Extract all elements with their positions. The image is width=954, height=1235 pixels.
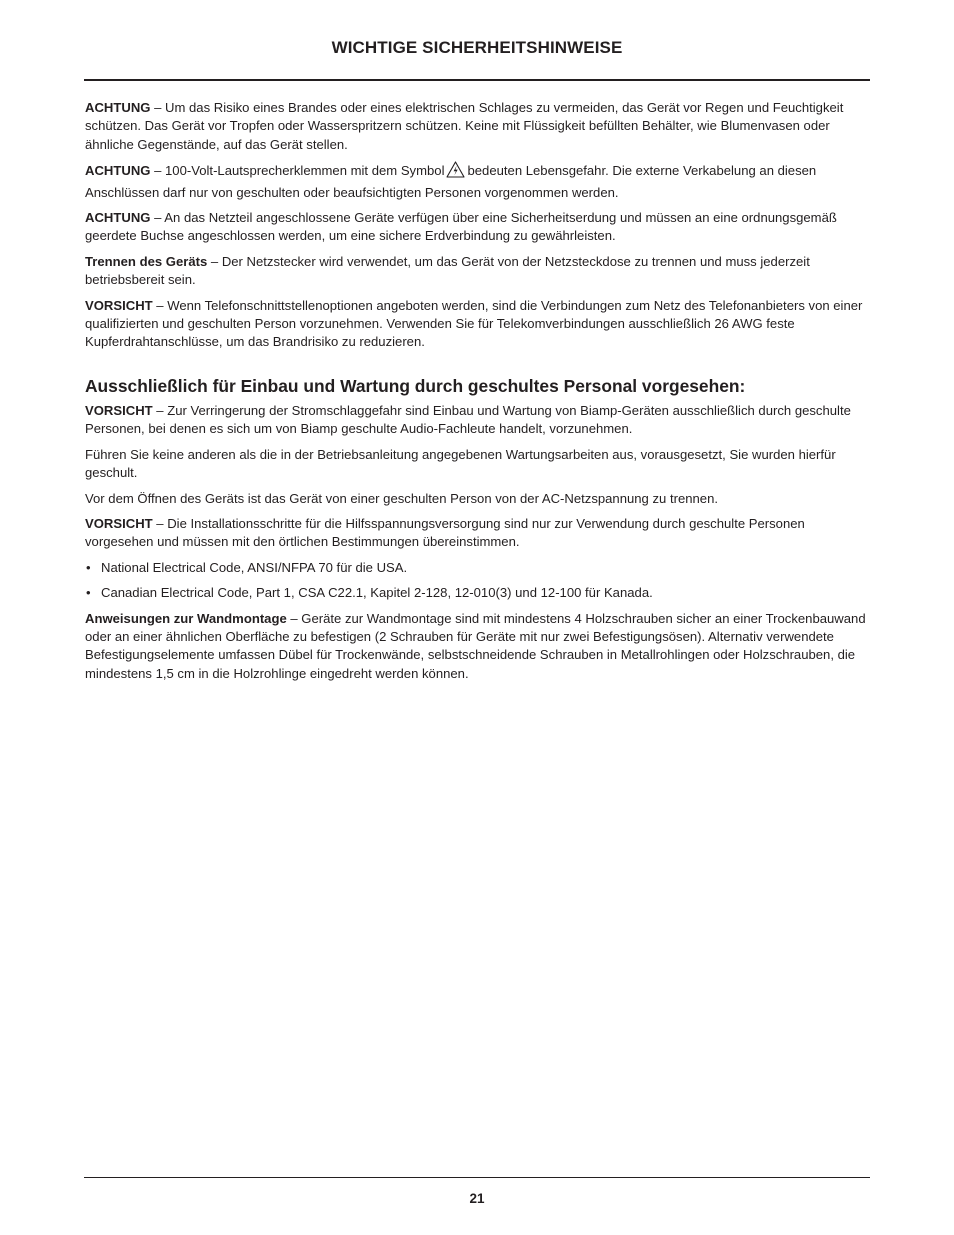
warning-text: – Um das Risiko eines Brandes oder eines elektrischen Schlages zu vermeiden, das Gerät vor Regen und Feuchtigkeit schützen. Das Gerät vor Tropfen oder Wasserspritzern schützen. Keine mit Flüssigkeit befüllten Behälter, wie Blumenvasen oder ähnliche Gegenstände, auf das Gerät stellen. — [85, 100, 844, 152]
warning-label: ACHTUNG — [85, 100, 151, 115]
list-item-text: National Electrical Code, ANSI/NFPA 70 für die USA. — [101, 559, 408, 575]
caution-text: – Wenn Telefonschnittstellenoptionen angeboten werden, sind die Verbindungen zum Netz des Telefonanbieters von einer qualifizierten und geschulten Person vorzunehmen. Verwenden Sie für Telekomverbindungen ausschließlich 26 AWG feste Kupferdrahtanschlüsse, um das Brandrisiko zu reduzieren. — [85, 297, 863, 350]
caution-paragraph-telephone — [85, 297, 870, 352]
page-content — [85, 99, 870, 690]
warning-label: ACHTUNG — [85, 210, 151, 226]
list-item — [85, 559, 870, 577]
list-item-text: Canadian Electrical Code, Part 1, CSA C22.1, Kapitel 2-128, 12-010(3) und 12-100 für Kanada. — [101, 585, 653, 601]
warning-text: – An das Netzteil angeschlossene Geräte verfügen über eine Sicherheitserdung und müssen an eine ordnungsgemäß geerdete Buchse angeschlossen werden, um eine sichere Erdverbindung zu gewährleisten. — [85, 210, 837, 244]
list-item — [85, 584, 870, 602]
paragraph-label: Trennen des Geräts — [85, 253, 208, 269]
paragraph-disconnect-device — [85, 253, 870, 290]
bullet-mark: • — [86, 585, 91, 601]
warning-paragraph-moisture — [85, 99, 870, 154]
bullet-mark: • — [86, 559, 91, 575]
paragraph-disconnect-ac: Vor dem Öffnen des Geräts ist das Gerät von einer geschulten Person von der AC-Netzspannung zu trennen. — [85, 490, 718, 506]
code-list — [85, 559, 870, 603]
paragraph-maintenance: Führen Sie keine anderen als die in der Betriebsanleitung angegebenen Wartungsarbeiten aus, vorausgesetzt, Sie wurden hierfür geschult. — [85, 446, 836, 481]
paragraph-text: – Der Netzstecker wird verwendet, um das Gerät von der Netzsteckdose zu trennen und muss jederzeit betriebsbereit sein. — [85, 253, 810, 288]
warning-label: ACHTUNG — [85, 163, 151, 179]
caution-paragraph-auxiliary-power — [85, 515, 870, 552]
page-number: 21 — [469, 1191, 485, 1206]
caution-text: – Zur Verringerung der Stromschlaggefahr sind Einbau und Wartung von Biamp-Geräten ausschließlich durch geschulte Personen, bei denen es sich um von Biamp geschulte Audio-Fachleute handelt, vorzunehmen. — [85, 402, 851, 437]
caution-label: VORSICHT — [85, 515, 153, 531]
warning-text: bedeuten Lebensgefahr. Die externe Verkabelung an diesen Anschlüssen darf nur von geschulten oder beaufsichtigten Personen vorgenommen werden. — [85, 163, 817, 200]
caution-paragraph-installation — [85, 402, 870, 439]
warning-paragraph-grounding — [85, 209, 870, 246]
paragraph-wall-mounting — [85, 610, 870, 684]
high-voltage-warning-icon — [446, 161, 465, 183]
paragraph-text: – Geräte zur Wandmontage sind mit mindestens 4 Holzschrauben sicher an einer Trockenbauwand oder an einer ähnlichen Oberfläche zu befestigen (2 Schrauben für Geräte mit nur zwei Befestigungsösen). Alternativ verwendete Befestigungselemente umfassen Dübel für Trockenwände, selbstschneidende Schrauben in Metallrohlingen oder Holzschrauben, die mindestens 1,5 cm in die Holzrohlinge eingedreht werden können. — [85, 610, 866, 681]
paragraph-label: Anweisungen zur Wandmontage — [85, 610, 287, 626]
page-title: WICHTIGE SICHERHEITSHINWEISE — [331, 38, 623, 57]
caution-label: VORSICHT — [85, 402, 153, 418]
footer-divider — [84, 1177, 870, 1178]
header-divider — [84, 79, 870, 81]
warning-text: – 100-Volt-Lautsprecherklemmen mit dem Symbol — [150, 163, 445, 179]
section-heading: Ausschließlich für Einbau und Wartung durch geschultes Personal vorgesehen: — [85, 375, 746, 396]
caution-text: – Die Installationsschritte für die Hilfsspannungsversorgung sind nur zur Verwendung durch geschulte Personen vorgesehen und müssen mit den örtlichen Bestimmungen übereinstimmen. — [85, 515, 805, 550]
caution-label: VORSICHT — [85, 297, 153, 313]
warning-paragraph-speaker-terminals — [85, 161, 870, 202]
